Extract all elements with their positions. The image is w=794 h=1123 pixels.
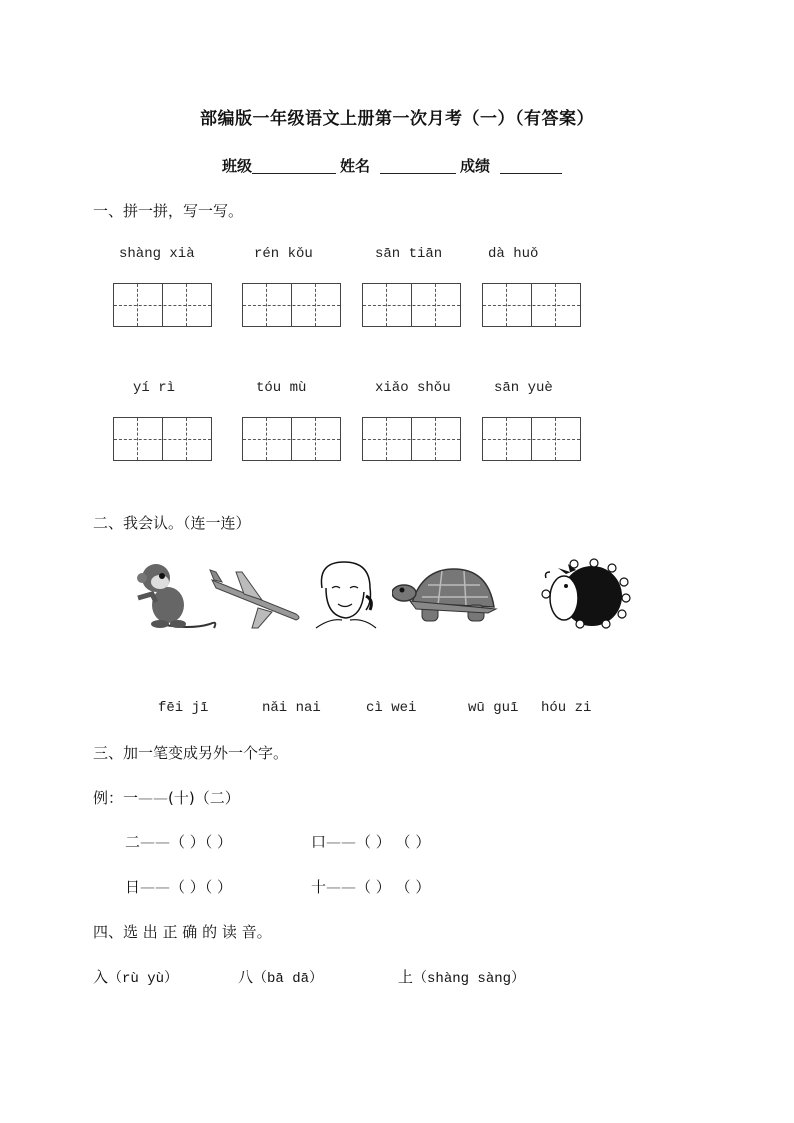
pinyin-option[interactable]: nǎi nai [262, 700, 321, 716]
reading-options[interactable]: （bā dā） [253, 971, 324, 987]
section-2-heading: 二、我会认。（连一连） [93, 514, 251, 532]
section-4-heading: 四、选 出 正 确 的 读 音。 [93, 923, 272, 941]
name-label: 姓名 [340, 157, 371, 175]
example-dash: —— [138, 789, 169, 807]
writing-grid[interactable] [362, 417, 461, 461]
base-char: 日 [125, 878, 141, 896]
writing-grid[interactable] [482, 283, 581, 327]
section-1-heading: 一、拼一拼，写一写。 [93, 202, 244, 220]
pinyin-option[interactable]: hóu zi [541, 700, 592, 716]
reading-options[interactable]: （shàng sàng） [413, 971, 526, 987]
target-char: 入 [93, 968, 109, 986]
grandma-picture[interactable] [312, 558, 378, 630]
add-stroke-item [311, 876, 430, 897]
reading-choice[interactable] [398, 966, 525, 987]
class-blank[interactable] [252, 157, 336, 174]
pinyin-option[interactable]: fēi jī [158, 700, 209, 716]
reading-options[interactable]: （rù yù） [108, 971, 179, 987]
student-info-line [222, 155, 566, 176]
pinyin-label: sān yuè [494, 380, 553, 396]
example-label: 例： [93, 789, 124, 807]
target-char: 上 [398, 968, 414, 986]
pinyin-label: xiǎo shǒu [375, 380, 451, 396]
answer-blanks[interactable]: （ ） （ ） [356, 833, 431, 851]
pinyin-option[interactable]: wū guī [468, 700, 519, 716]
writing-grid[interactable] [362, 283, 461, 327]
pinyin-option[interactable]: cì wei [366, 700, 417, 716]
add-stroke-item [125, 876, 232, 897]
pinyin-label: sān tiān [375, 246, 443, 262]
pinyin-label: dà huǒ [488, 246, 539, 262]
answer-blanks[interactable]: （ ）（ ） [170, 833, 233, 851]
reading-choice[interactable] [238, 966, 323, 987]
writing-grid[interactable] [113, 283, 212, 327]
writing-grid[interactable] [242, 283, 341, 327]
pinyin-label: shàng xià [119, 246, 195, 262]
answer-blanks[interactable]: （ ） （ ） [356, 878, 431, 896]
pinyin-label: tóu mù [256, 380, 307, 396]
add-stroke-item [125, 831, 232, 852]
base-char: 十 [311, 878, 327, 896]
dash: —— [326, 833, 357, 851]
turtle-picture[interactable] [392, 565, 500, 627]
answer-blanks[interactable]: （ ）（ ） [170, 878, 233, 896]
writing-grid[interactable] [482, 417, 581, 461]
page-title: 部编版一年级语文上册第一次月考（一）（有答案） [200, 109, 594, 129]
name-blank[interactable] [380, 157, 456, 174]
score-label: 成绩 [460, 157, 491, 175]
writing-grid[interactable] [242, 417, 341, 461]
section-3-heading: 三、加一笔变成另外一个字。 [93, 744, 289, 762]
dash: —— [140, 833, 171, 851]
class-label: 班级 [222, 157, 253, 175]
example-answers: (十)（二） [168, 789, 240, 807]
airplane-picture[interactable] [206, 568, 304, 630]
example-line [93, 787, 240, 808]
dash: —— [326, 878, 357, 896]
target-char: 八 [238, 968, 254, 986]
add-stroke-item [311, 831, 430, 852]
hedgehog-picture[interactable] [536, 558, 636, 630]
base-char: 二 [125, 833, 141, 851]
pinyin-label: yí rì [133, 380, 176, 396]
writing-grid[interactable] [113, 417, 212, 461]
pinyin-label: rén kǒu [254, 246, 313, 262]
dash: —— [140, 878, 171, 896]
reading-choice[interactable] [93, 966, 178, 987]
base-char: 口 [311, 833, 327, 851]
example-char: 一 [123, 789, 139, 807]
score-blank[interactable] [500, 157, 562, 174]
